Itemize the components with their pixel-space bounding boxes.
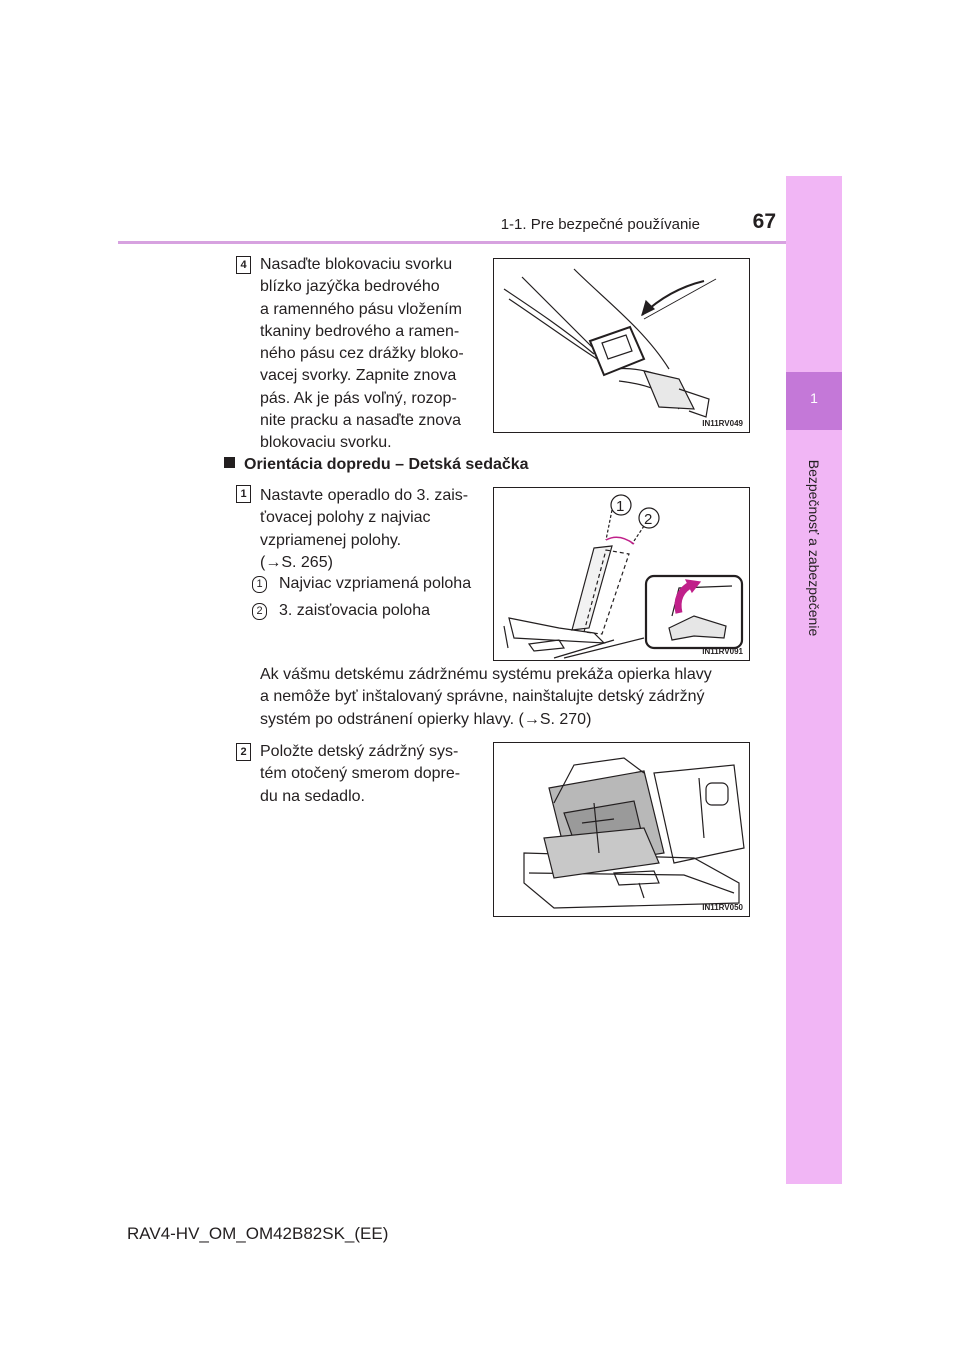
section-title: 1-1. Pre bezpečné používanie (500, 216, 700, 233)
child-seat-drawing (494, 743, 749, 916)
chapter-side-tab (786, 176, 842, 1184)
figure-code: IN11RV049 (702, 419, 743, 428)
figure-label-2: 2 (644, 511, 653, 528)
header-divider (118, 241, 786, 244)
step4-line: pás. Ak je pás voľný, rozop- (260, 389, 457, 407)
note-line: Ak vášmu detskému zádržnému systému prekáža opierka hlavy (260, 666, 712, 683)
step2-line: du na sedadlo. (260, 787, 365, 805)
item-marker-2: 2 (252, 603, 267, 620)
step4-line: ného pásu cez drážky bloko- (260, 345, 464, 363)
seatbelt-clip-drawing (494, 259, 749, 432)
figure-label-1: 1 (616, 498, 625, 515)
step4-line: blízko jazýčka bedrového (260, 278, 440, 296)
subheading-text: Orientácia dopredu – Detská sedačka (244, 456, 529, 473)
step-badge-1: 1 (236, 485, 251, 503)
chapter-number: 1 (810, 390, 818, 406)
note-line: systém po odstránení opierky hlavy. (→S. 270) (260, 710, 592, 728)
item-text-1: Najviac vzpriamená poloha (279, 575, 472, 592)
subheading (224, 456, 529, 474)
step2-line: Položte detský zádržný sys- (260, 743, 459, 760)
note-line: a nemôže byť inštalovaný správne, nainštalujte detský zádržný (260, 688, 705, 706)
step4-line: Nasaďte blokovaciu svorku (260, 256, 453, 273)
step1-text (260, 485, 476, 574)
step4-line: nite pracku a nasaďte znova (260, 412, 462, 430)
step4-line: tkaniny bedrového a ramen- (260, 322, 460, 340)
step4-text (260, 254, 476, 455)
step1-line: ťovacej polohy z najviac (260, 509, 431, 527)
item-marker-1: 1 (252, 576, 267, 593)
headrest-note (260, 664, 746, 731)
step4-line: a ramenného pásu vložením (260, 300, 462, 318)
step2-line: tém otočený smerom dopre- (260, 765, 461, 783)
seatback-angle-drawing (494, 488, 749, 660)
step2-text (260, 741, 476, 808)
step1-line: Nastavte operadlo do 3. zais- (260, 487, 469, 504)
square-bullet-icon (224, 457, 235, 468)
child-seat-on-car-seat-illustration (493, 742, 750, 917)
step4-line: vacej svorky. Zapnite znova (260, 367, 457, 385)
page-number: 67 (752, 210, 776, 233)
step1-line: vzpriamenej polohy. (260, 531, 402, 549)
item-text-2: 3. zaisťovacia poloha (279, 602, 430, 619)
document-code: RAV4-HV_OM_OM42B82SK_(EE) (127, 1224, 389, 1243)
seatbelt-clip-illustration (493, 258, 750, 433)
chapter-title: Bezpečnosť a zabezpečenie (806, 459, 822, 637)
step-badge-4: 4 (236, 256, 251, 274)
step4-line: blokovaciu svorku. (260, 434, 392, 452)
figure-code: IN11RV091 (702, 647, 743, 656)
step1-line: (→S. 265) (260, 553, 333, 571)
figure-code: IN11RV050 (702, 903, 743, 912)
seatback-angle-illustration (493, 487, 750, 661)
step-badge-2: 2 (236, 743, 251, 761)
